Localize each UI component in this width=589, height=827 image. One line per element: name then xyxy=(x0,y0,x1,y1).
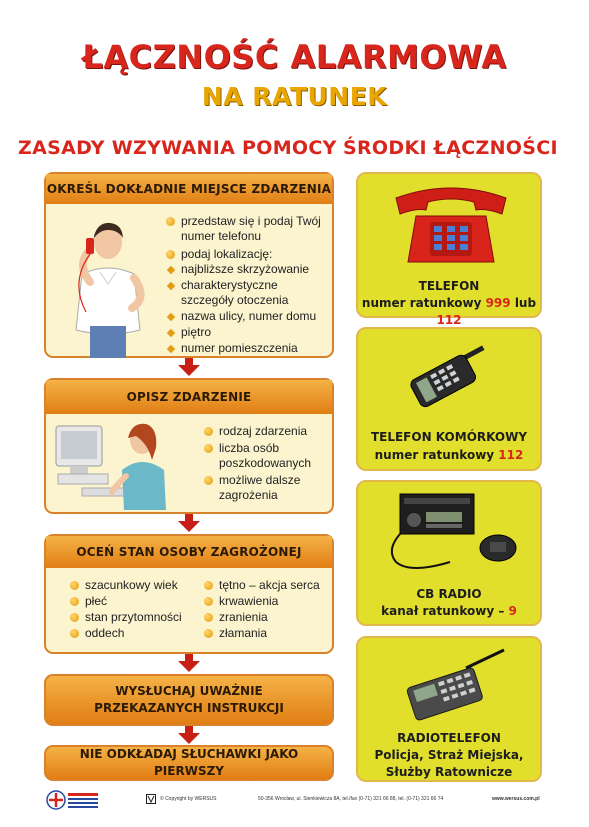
list-item: stan przytomności xyxy=(68,610,198,625)
list-item: piętro xyxy=(164,325,332,340)
footer-website[interactable]: www.wersus.com.pl xyxy=(492,796,540,802)
list-item: krwawienia xyxy=(202,594,332,609)
list-item: podaj lokalizację: xyxy=(164,247,332,262)
bullet-icon xyxy=(204,581,213,590)
emergency-logo-icon xyxy=(46,790,66,810)
step-stay-on-line xyxy=(44,745,334,781)
bullet-icon xyxy=(70,613,79,622)
bullet-icon xyxy=(204,613,213,622)
bullet-icon xyxy=(204,476,213,485)
list-item: możliwe dalsze zagrożenia xyxy=(202,473,332,503)
step-locate xyxy=(44,172,334,358)
device-card-telefon xyxy=(356,172,542,327)
main-title: ŁĄCZNOŚĆ ALARMOWA xyxy=(82,38,507,76)
diamond-bullet-icon xyxy=(167,345,175,353)
list-item: najbliższe skrzyżowanie xyxy=(164,262,332,277)
list-item: oddech xyxy=(68,626,198,641)
footer-address: 50-356 Wrocław, ul. Sienkiewicza 8A, tel./fax (0-71) 321 66 88, tel. (0-71) 321 66 74 xyxy=(258,796,444,802)
bullet-icon xyxy=(70,629,79,638)
bullet-icon xyxy=(70,597,79,606)
desk-phone-icon xyxy=(386,180,516,270)
handheld-radio-icon xyxy=(398,648,508,728)
diamond-bullet-icon xyxy=(167,282,175,290)
down-arrow-icon xyxy=(178,358,200,376)
down-arrow-icon xyxy=(178,726,200,744)
list-item: charakterystyczne szczegóły otoczenia xyxy=(164,278,332,308)
bullet-icon xyxy=(204,629,213,638)
footer-copyright: © Copyright by WERSUS xyxy=(160,796,217,802)
device-detail-line1: Policja, Straż Miejska, xyxy=(374,748,524,762)
footer xyxy=(0,788,589,818)
cb-radio-icon xyxy=(380,490,526,576)
bullet-icon xyxy=(166,250,175,259)
step-header: OPISZ ZDARZENIE xyxy=(46,380,332,414)
step-assess xyxy=(44,534,334,654)
bullet-icon xyxy=(70,581,79,590)
list-item: rodzaj zdarzenia xyxy=(202,424,332,439)
list-item: nazwa ulicy, numer domu xyxy=(164,309,332,324)
mobile-phone-icon xyxy=(398,337,508,419)
device-detail: kanał ratunkowy – 9 xyxy=(381,604,517,618)
device-card-telefon-komorkowy xyxy=(356,327,542,471)
step-listen xyxy=(44,674,334,726)
right-section-heading: ŚRODKI ŁĄCZNOŚCI xyxy=(343,137,558,159)
bullet-icon xyxy=(204,444,213,453)
list-item: złamania xyxy=(202,626,332,641)
step-header: OKREŚL DOKŁADNIE MIEJSCE ZDARZENIA xyxy=(46,174,332,204)
device-detail: numer ratunkowy 999 lub 112 xyxy=(361,296,537,327)
device-detail-line2: Służby Ratownicze xyxy=(385,765,513,779)
down-arrow-icon xyxy=(178,654,200,672)
bullet-icon xyxy=(166,217,175,226)
step-describe xyxy=(44,378,334,514)
device-name: TELEFON xyxy=(418,279,480,293)
device-card-cb-radio xyxy=(356,480,542,626)
list-item: szacunkowy wiek xyxy=(68,578,198,593)
list-item: przedstaw się i podaj Twój numer telefonu xyxy=(164,214,332,244)
dispatcher-illustration xyxy=(52,418,176,512)
list-item: liczba osób poszkodowanych xyxy=(202,441,332,471)
caller-illustration xyxy=(60,212,156,358)
diamond-bullet-icon xyxy=(167,329,175,337)
diamond-bullet-icon xyxy=(167,266,175,274)
device-name: TELEFON KOMÓRKOWY xyxy=(370,430,528,444)
sub-title: NA RATUNEK xyxy=(201,82,388,111)
list-item: zranienia xyxy=(202,610,332,625)
list-item: numer pomieszczenia xyxy=(164,341,332,356)
wersus-logo-icon xyxy=(146,794,156,804)
diamond-bullet-icon xyxy=(167,313,175,321)
device-card-radiotelefon xyxy=(356,636,542,782)
device-name: RADIOTELEFON xyxy=(397,731,501,745)
down-arrow-icon xyxy=(178,514,200,532)
step-text: NIE ODKŁADAJ SŁUCHAWKI JAKO PIERWSZY xyxy=(79,747,299,778)
footer-logo-text xyxy=(68,792,98,808)
bullet-icon xyxy=(204,597,213,606)
step-header: OCEŃ STAN OSOBY ZAGROŻONEJ xyxy=(46,536,332,568)
step-text: WYSŁUCHAJ UWAŻNIE PRZEKAZANYCH INSTRUKCJI xyxy=(94,684,284,715)
list-item: tętno – akcja serca xyxy=(202,578,332,593)
device-detail: numer ratunkowy 112 xyxy=(374,448,524,462)
left-section-heading: ZASADY WZYWANIA POMOCY xyxy=(18,137,337,159)
device-name: CB RADIO xyxy=(416,587,482,601)
list-item: płeć xyxy=(68,594,198,609)
bullet-icon xyxy=(204,427,213,436)
